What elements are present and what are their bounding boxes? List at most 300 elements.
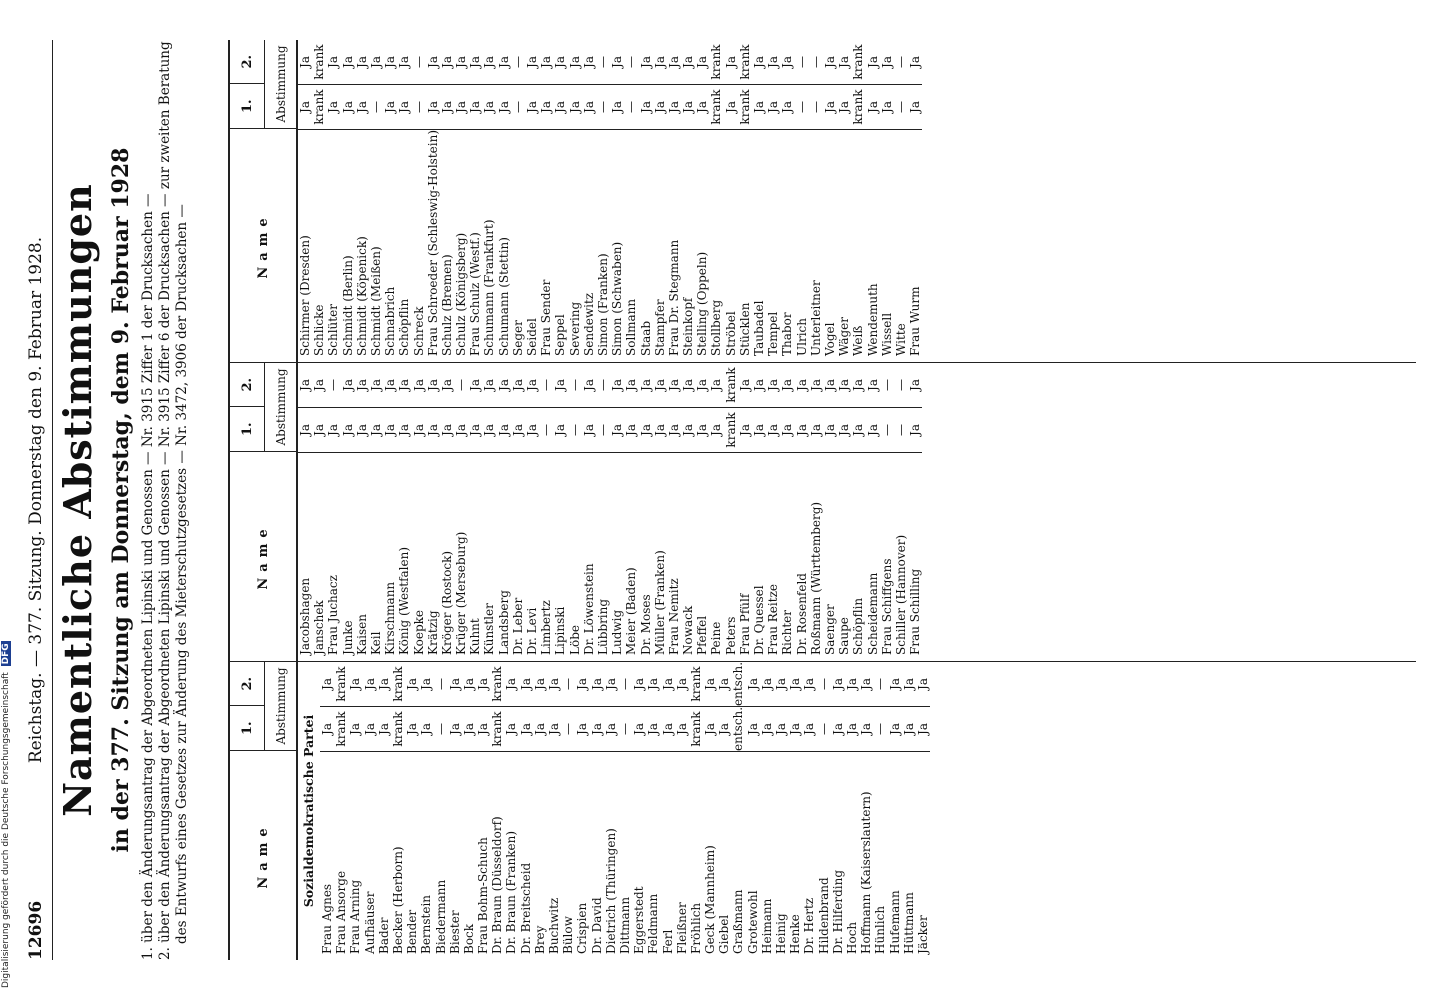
table-row [859, 662, 873, 960]
table-row [341, 363, 355, 661]
table-row [412, 363, 426, 661]
vote-1-value: Ja [851, 408, 865, 453]
vote-2-value: Ja [760, 662, 774, 707]
table-row [547, 662, 561, 960]
vote-2-value: Ja [454, 40, 468, 85]
table-row [709, 363, 723, 661]
header-name: Name [230, 128, 296, 362]
vote-1-value: Ja [590, 707, 604, 752]
vote-2-value: — [873, 662, 887, 707]
table-row [320, 662, 334, 960]
table-row [341, 40, 355, 362]
table-row [397, 40, 411, 362]
table-row [738, 363, 752, 661]
table-row [695, 40, 709, 362]
vote-2-value: — [795, 40, 809, 85]
vote-1-value: Ja [468, 408, 482, 453]
vote-1-value: — [539, 408, 553, 453]
table-row [894, 363, 908, 661]
vote-2-value: Ja [916, 662, 930, 707]
member-name: Kirschmann [383, 581, 398, 655]
vote-1-value: — [596, 408, 610, 453]
member-name: Frau Schilling [908, 568, 923, 655]
table-row [653, 363, 667, 661]
member-name: Keil [368, 631, 383, 655]
header-name: Name [230, 451, 296, 661]
vote-2-value: Ja [497, 363, 511, 408]
table-row [511, 363, 525, 661]
vote-1-value: — [894, 85, 908, 130]
member-name: Ferl [660, 929, 675, 954]
vote-1-value: — [809, 85, 823, 130]
vote-1-value: Ja [746, 707, 760, 752]
funding-footer [1, 641, 11, 988]
header-vote-2: 2. [239, 676, 255, 691]
vote-2-value: Ja [341, 363, 355, 408]
vote-1-value: Ja [326, 85, 340, 130]
member-name: Koepke [411, 609, 426, 655]
member-name: Frau Nemitz [666, 578, 681, 655]
vote-2-value: Ja [752, 363, 766, 408]
vote-2-value: Ja [369, 363, 383, 408]
column-header [228, 662, 298, 960]
member-name: Bender [405, 909, 420, 954]
vote-2-value: Ja [468, 363, 482, 408]
table-row [525, 40, 539, 362]
header-vote-2: 2. [239, 54, 255, 69]
vote-2-value: Ja [383, 363, 397, 408]
member-name: Stollberg [709, 299, 724, 356]
table-row [482, 40, 496, 362]
vote-2-value: Ja [312, 363, 326, 408]
member-name: Kröger (Rostock) [439, 550, 454, 655]
vote-1-value: Ja [809, 408, 823, 453]
vote-1-value: Ja [681, 85, 695, 130]
running-header [22, 40, 53, 960]
vote-1-value: Ja [553, 408, 567, 453]
table-row [837, 40, 851, 362]
vote-1-value: Ja [703, 707, 717, 752]
vote-2-value: Ja [632, 662, 646, 707]
member-name: König (Westfalen) [397, 546, 412, 655]
member-name: Saenger [822, 604, 837, 655]
table-row [391, 662, 405, 960]
table-row [624, 363, 638, 661]
vote-1-value: — [568, 408, 582, 453]
table-row [873, 662, 887, 960]
vote-2-value: — [624, 40, 638, 85]
vote-1-value: krank [391, 707, 405, 752]
member-name: Dr. Breitscheid [518, 862, 533, 954]
vote-1-value: Ja [717, 707, 731, 752]
table-row [823, 363, 837, 661]
vote-2-value: Ja [902, 662, 916, 707]
vote-2-value: Ja [859, 662, 873, 707]
table-row [817, 662, 831, 960]
member-name: Richter [780, 610, 795, 655]
vote-2-value: krank [689, 662, 703, 707]
table-row [908, 363, 922, 661]
member-name: Schmidt (Berlin) [340, 255, 355, 356]
vote-2-value: Ja [539, 40, 553, 85]
vote-1-value: Ja [553, 85, 567, 130]
member-name: Löbe [567, 625, 582, 655]
vote-1-value: Ja [908, 408, 922, 453]
vote-2-value: Ja [646, 662, 660, 707]
member-name: Bader [376, 917, 391, 954]
table-row [419, 662, 433, 960]
vote-1-value: Ja [681, 408, 695, 453]
vote-2-value: Ja [533, 662, 547, 707]
vote-1-value: Ja [369, 408, 383, 453]
vote-2-value: Ja [703, 662, 717, 707]
table-row [426, 40, 440, 362]
member-name: Unterleitner [808, 280, 823, 356]
party-heading: Sozialdemokratische Partei [301, 714, 316, 908]
table-row [653, 40, 667, 362]
vote-1-value: krank [490, 707, 504, 752]
table-row [780, 40, 794, 362]
vote-1-value: Ja [766, 85, 780, 130]
member-name: Frau Schulz (Westf.) [468, 232, 483, 356]
vote-2-value: Ja [788, 662, 802, 707]
table-row [448, 662, 462, 960]
vote-2-value: Ja [582, 40, 596, 85]
member-name: Kuhnt [468, 618, 483, 655]
vote-2-value: Ja [845, 662, 859, 707]
vote-1-value: Ja [454, 85, 468, 130]
member-name: Biester [447, 910, 462, 954]
table-rows [298, 363, 1416, 661]
vote-2-value: Ja [675, 662, 689, 707]
member-name: Schlüter [326, 304, 341, 356]
vote-2-value: Ja [320, 662, 334, 707]
member-name: Frau Schiffgens [879, 558, 894, 655]
table-row [639, 363, 653, 661]
vote-2-value: Ja [397, 363, 411, 408]
member-name: Heimann [759, 898, 774, 954]
vote-2-value: — [568, 363, 582, 408]
vote-2-value: krank [334, 662, 348, 707]
vote-1-value: Ja [312, 408, 326, 453]
vote-1-value: Ja [419, 707, 433, 752]
table-row [618, 662, 632, 960]
member-name: Krätzig [425, 610, 440, 655]
table-row [596, 363, 610, 661]
table-row [369, 40, 383, 362]
table-row [752, 40, 766, 362]
vote-2-value: krank [724, 363, 738, 408]
vote-1-value: Ja [298, 408, 312, 453]
page-subtitle: in der 377. Sitzung am Donnerstag, dem 9. Februar 1928 [108, 147, 134, 853]
vote-1-value: Ja [326, 408, 340, 453]
vote-2-value: Ja [553, 40, 567, 85]
member-name: Wendemuth [865, 283, 880, 356]
member-name: Biedermann [433, 879, 448, 954]
vote-item-2: 2. über den Änderungsantrag der Abgeordneten Lipinski und Genossen — Nr. 3915 Ziffer 6 der Drucksachen — zur zweiten Beratung des Entwurfs eines Gesetzes zur Änderung des Mieterschutzgesetzes — Nr. 3472, 3906 der Drucksachen — [157, 41, 190, 960]
table-row [377, 662, 391, 960]
member-name: Seidel [525, 318, 539, 356]
member-name: Jäcker [915, 915, 930, 954]
vote-2-value: Ja [837, 363, 851, 408]
member-name: Tempel [766, 311, 781, 356]
header-votes [230, 363, 296, 451]
vote-2-value: Ja [355, 363, 369, 408]
vote-2-value: Ja [448, 662, 462, 707]
table-row [667, 40, 681, 362]
vote-2-value: Ja [383, 40, 397, 85]
header-abstimmung: Abstimmung [273, 368, 288, 446]
member-name: Dittmann [617, 896, 632, 954]
vote-1-value: — [369, 85, 383, 130]
vote-1-value: — [434, 707, 448, 752]
table-row [809, 363, 823, 661]
table-row [774, 662, 788, 960]
table-row [582, 363, 596, 661]
vote-2-value: krank [709, 40, 723, 85]
table-row [780, 363, 794, 661]
header-name: Name [230, 750, 296, 960]
vote-1-value: — [817, 707, 831, 752]
vote-1-value: Ja [397, 408, 411, 453]
table-row [397, 363, 411, 661]
member-name: Dr. Moses [638, 594, 653, 655]
table-row [539, 40, 553, 362]
vote-1-value: Ja [888, 707, 902, 752]
vote-2-value: Ja [738, 363, 752, 408]
vote-2-value: Ja [823, 40, 837, 85]
vote-2-value: Ja [695, 40, 709, 85]
member-name: Giebel [717, 914, 732, 954]
vote-2-value: Ja [575, 662, 589, 707]
vote-2-value: — [596, 363, 610, 408]
vote-1-value: Ja [568, 85, 582, 130]
vote-2-value: Ja [780, 40, 794, 85]
vote-2-value: Ja [504, 662, 518, 707]
table-row [553, 363, 567, 661]
table-row [519, 662, 533, 960]
member-name: Bülow [561, 916, 576, 954]
member-name: Staab [638, 320, 653, 356]
vote-1-value: — [894, 408, 908, 453]
table-row [383, 40, 397, 362]
table-row [575, 662, 589, 960]
vote-1-value: Ja [709, 408, 723, 453]
table-row [880, 40, 894, 362]
member-name: Bock [461, 923, 476, 954]
vote-1-value: Ja [837, 408, 851, 453]
vote-1-value: Ja [454, 408, 468, 453]
table-row [624, 40, 638, 362]
table-rows [298, 40, 1416, 362]
vote-2-value: Ja [746, 662, 760, 707]
vote-1-value: krank [312, 85, 326, 130]
vote-2-value: — [596, 40, 610, 85]
table-row [355, 40, 369, 362]
vote-1-value: — [561, 707, 575, 752]
member-name: Dr. Hilferding [830, 869, 845, 954]
vote-1-value: krank [851, 85, 865, 130]
member-name: Krüger (Merseburg) [454, 531, 469, 655]
vote-1-value: Ja [695, 85, 709, 130]
vote-1-value: Ja [831, 707, 845, 752]
member-name: Frau Wurm [908, 286, 923, 356]
table-row [731, 662, 745, 960]
member-name: Thabor [780, 312, 795, 356]
member-name: Fröhlich [688, 902, 703, 954]
vote-1-value: Ja [653, 408, 667, 453]
member-name: Dr. Hertz [802, 897, 817, 954]
vote-1-value: Ja [667, 85, 681, 130]
table-row [746, 662, 760, 960]
member-name: Künstler [482, 603, 497, 655]
table-row [590, 662, 604, 960]
vote-2-value: Ja [831, 662, 845, 707]
vote-1-value: Ja [752, 85, 766, 130]
vote-1-value: Ja [405, 707, 419, 752]
header-abstimmung: Abstimmung [273, 667, 288, 745]
table-row [568, 363, 582, 661]
member-name: Peters [723, 616, 738, 655]
vote-table [228, 40, 1416, 960]
table-row [866, 40, 880, 362]
vote-2-value: — [561, 662, 575, 707]
vote-1-value: Ja [780, 85, 794, 130]
table-column-2 [228, 363, 1416, 662]
member-name: Frau Juchacz [326, 575, 341, 655]
table-row [533, 662, 547, 960]
running-title: Reichstag. — 377. Sitzung. Donnerstag den 9. Februar 1928. [26, 236, 46, 764]
vote-1-value: — [880, 408, 894, 453]
member-name: Schmidt (Meißen) [368, 246, 383, 356]
member-name: Henke [788, 914, 803, 954]
member-name: Dietrich (Thüringen) [603, 828, 618, 954]
table-row [426, 363, 440, 661]
vote-2-value: Ja [412, 363, 426, 408]
vote-2-value: — [511, 40, 525, 85]
member-name: Simon (Franken) [595, 253, 610, 356]
vote-2-value: Ja [440, 40, 454, 85]
vote-2-value: Ja [363, 662, 377, 707]
member-name: Schnabrich [383, 286, 398, 356]
vote-2-value: Ja [639, 363, 653, 408]
vote-1-value: Ja [539, 85, 553, 130]
member-name: Dr. Braun (Franken) [504, 830, 519, 954]
vote-1-value: krank [709, 85, 723, 130]
table-row [482, 363, 496, 661]
table-row [298, 363, 312, 661]
vote-1-value: Ja [774, 707, 788, 752]
vote-2-value: — [894, 363, 908, 408]
vote-1-value: Ja [355, 85, 369, 130]
table-row [845, 662, 859, 960]
vote-2-value: Ja [795, 363, 809, 408]
header-vote-numbers [230, 363, 265, 451]
vote-2-value: Ja [681, 363, 695, 408]
member-name: Schulz (Bremen) [439, 254, 454, 356]
vote-1-value: Ja [525, 408, 539, 453]
funding-text: Digitalisierung gefördert durch die Deutsche Forschungsgemeinschaft [1, 672, 11, 988]
vote-1-value: Ja [482, 85, 496, 130]
vote-1-value: Ja [859, 707, 873, 752]
vote-2-value: Ja [837, 40, 851, 85]
table-row [468, 363, 482, 661]
vote-2-value: Ja [610, 363, 624, 408]
table-row [490, 662, 504, 960]
member-name: Brey [532, 925, 547, 954]
table-row [568, 40, 582, 362]
vote-item-1: 1. über den Änderungsantrag der Abgeordneten Lipinski und Genossen — Nr. 3915 Ziffer 1 der Drucksachen — [140, 193, 156, 960]
member-name: Seppel [553, 314, 568, 356]
vote-1-value: Ja [695, 408, 709, 453]
vote-1-value: Ja [511, 408, 525, 453]
vote-2-value: Ja [553, 363, 567, 408]
vote-1-value: Ja [866, 408, 880, 453]
vote-1-value: Ja [795, 408, 809, 453]
page-title: Namentliche Abstimmungen [55, 183, 100, 817]
member-name: Pfeffel [695, 615, 710, 655]
member-name: Hufemann [887, 890, 902, 954]
vote-2-value: — [894, 40, 908, 85]
table-row [689, 662, 703, 960]
table-row [468, 40, 482, 362]
vote-1-value: entsch. [731, 706, 746, 751]
table-row [440, 40, 454, 362]
table-row [681, 40, 695, 362]
table-row [539, 363, 553, 661]
vote-1-value: Ja [497, 85, 511, 130]
vote-2-value: Ja [476, 662, 490, 707]
vote-1-value: — [873, 707, 887, 752]
vote-1-value: Ja [504, 707, 518, 752]
table-row [525, 363, 539, 661]
vote-2-value: — [454, 363, 468, 408]
table-row [795, 363, 809, 661]
table-row [908, 40, 922, 362]
table-row [851, 40, 865, 362]
vote-2-value: Ja [809, 363, 823, 408]
vote-1-value: Ja [752, 408, 766, 453]
member-name: Stampfer [652, 299, 667, 356]
table-row [405, 662, 419, 960]
table-row [709, 40, 723, 362]
table-row [632, 662, 646, 960]
header-votes [230, 662, 296, 750]
vote-2-value: Ja [610, 40, 624, 85]
vote-1-value: Ja [476, 707, 490, 752]
vote-1-value: Ja [519, 707, 533, 752]
vote-2-value: Ja [766, 40, 780, 85]
member-name: Schulz (Königsberg) [454, 232, 469, 356]
member-name: Dr. Levi [525, 607, 539, 655]
member-name: Lübbring [595, 598, 610, 655]
header-vote-2: 2. [239, 377, 255, 392]
vote-1-value: Ja [880, 85, 894, 130]
member-name: Dr. Quessel [752, 585, 766, 655]
table-row [383, 363, 397, 661]
vote-1-value: — [596, 85, 610, 130]
member-name: Frau Agnes [320, 883, 334, 954]
vote-1-value: Ja [760, 707, 774, 752]
vote-1-value: Ja [788, 707, 802, 752]
vote-2-value: Ja [653, 40, 667, 85]
table-row [724, 363, 738, 661]
vote-2-value: Ja [653, 363, 667, 408]
member-name: Aufhäuser [362, 891, 377, 954]
vote-2-value: krank [738, 40, 752, 85]
table-row [326, 363, 340, 661]
member-name: Junke [340, 620, 355, 655]
